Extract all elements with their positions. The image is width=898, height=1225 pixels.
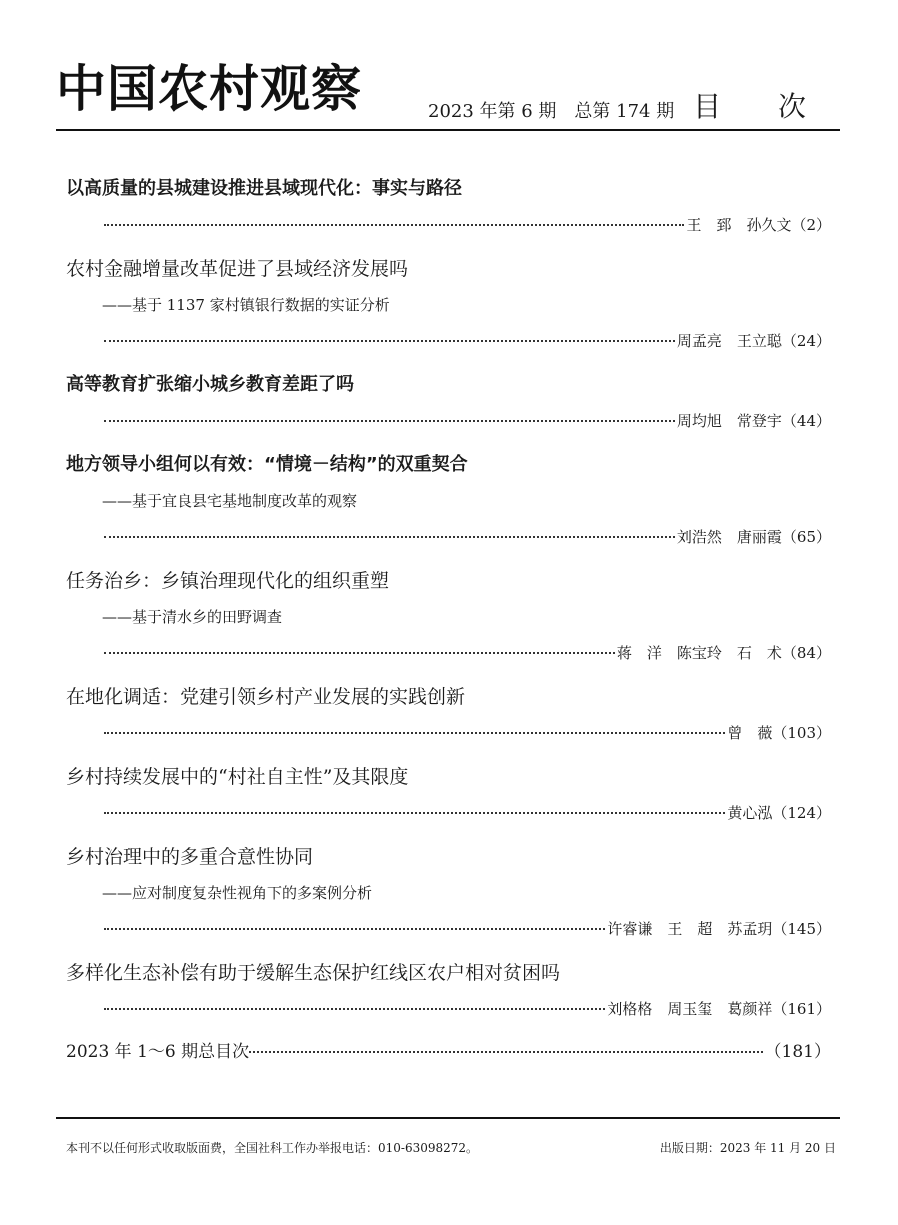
article-authors: 曾 薇 (727, 724, 773, 742)
dot-leader (104, 420, 675, 422)
article-title[interactable]: 乡村持续发展中的“村社自主性”及其限度 (66, 766, 409, 788)
author-line (66, 918, 831, 944)
annual-index-label[interactable]: 2023 年 1～6 期总目次 (66, 1042, 250, 1062)
article-title[interactable]: 多样化生态补偿有助于缓解生态保护红线区农户相对贫困吗 (66, 962, 561, 984)
article-subtitle: ——应对制度复杂性视角下的多案例分析 (102, 884, 373, 902)
bottom-divider (56, 1117, 840, 1119)
dot-leader (104, 652, 615, 654)
toc-heading: 目 次 (693, 90, 830, 123)
dot-leader (104, 536, 675, 538)
author-line (66, 330, 831, 356)
page-number: （65） (781, 528, 831, 546)
fee-notice: 本刊不以任何形式收取版面费，全国社科工作办举报电话：010-63098272。 (66, 1141, 479, 1155)
dot-leader (104, 224, 684, 226)
author-line (66, 642, 831, 668)
page-number: （24） (781, 332, 831, 350)
page-number: （84） (781, 644, 831, 662)
article-authors: 刘格格 周玉玺 葛颜祥 (607, 1000, 773, 1018)
article-title[interactable]: 乡村治理中的多重合意性协同 (66, 846, 314, 868)
dot-leader (104, 812, 725, 814)
table-of-contents (66, 160, 831, 1064)
article-authors: 许睿谦 王 超 苏孟玥 (607, 920, 773, 938)
author-line (66, 526, 831, 552)
article-authors: 王 郅 孙久文 (686, 216, 792, 234)
author-line (66, 214, 831, 240)
author-line (66, 998, 831, 1024)
toc-entry[interactable] (66, 944, 831, 1024)
toc-entry[interactable] (66, 356, 831, 436)
article-title[interactable]: 在地化调适：党建引领乡村产业发展的实践创新 (66, 686, 466, 708)
page-number: （161） (772, 1000, 831, 1018)
publish-date: 出版日期：2023 年 11 月 20 日 (659, 1141, 836, 1155)
issue-info: 2023 年第 6 期 总第 174 期 (428, 101, 675, 122)
article-title[interactable]: 以高质量的县城建设推进县域现代化：事实与路径 (66, 178, 462, 199)
author-line (66, 410, 831, 436)
toc-entry[interactable] (66, 160, 831, 240)
dot-leader (104, 732, 725, 734)
article-authors: 周孟亮 王立聪 (676, 332, 782, 350)
annual-index-entry[interactable] (66, 1024, 831, 1064)
toc-entry[interactable] (66, 552, 831, 668)
article-subtitle: ——基于宜良县宅基地制度改革的观察 (102, 492, 358, 510)
article-authors: 周均旭 常登宇 (676, 412, 782, 430)
page-number: （181） (764, 1042, 831, 1062)
journal-title: 中国农村观察 (56, 60, 362, 118)
masthead (56, 62, 840, 132)
toc-entry[interactable] (66, 240, 831, 356)
article-title[interactable]: 地方领导小组何以有效：“情境－结构”的双重契合 (66, 454, 468, 475)
toc-entry[interactable] (66, 828, 831, 944)
page-number: （145） (772, 920, 831, 938)
author-line (66, 802, 831, 828)
dot-leader (104, 340, 675, 342)
toc-entry[interactable] (66, 748, 831, 828)
article-subtitle: ——基于清水乡的田野调查 (102, 608, 283, 626)
page-number: （103） (772, 724, 831, 742)
article-title[interactable]: 高等教育扩张缩小城乡教育差距了吗 (66, 374, 354, 395)
article-authors: 蒋 洋 陈宝玲 石 术 (616, 644, 782, 662)
article-title[interactable]: 农村金融增量改革促进了县域经济发展吗 (66, 258, 409, 280)
page-number: （44） (781, 412, 831, 430)
article-authors: 刘浩然 唐丽霞 (676, 528, 782, 546)
page-number: （124） (772, 804, 831, 822)
page-number: （2） (791, 216, 831, 234)
article-title[interactable]: 任务治乡：乡镇治理现代化的组织重塑 (66, 570, 390, 592)
dot-leader (104, 928, 605, 930)
article-authors: 黄心泓 (727, 804, 773, 822)
dot-leader (249, 1051, 762, 1053)
dot-leader (104, 1008, 605, 1010)
top-divider (56, 129, 840, 131)
article-subtitle: ——基于 1137 家村镇银行数据的实证分析 (102, 296, 390, 314)
toc-entry[interactable] (66, 436, 831, 552)
author-line (66, 722, 831, 748)
toc-entry[interactable] (66, 668, 831, 748)
